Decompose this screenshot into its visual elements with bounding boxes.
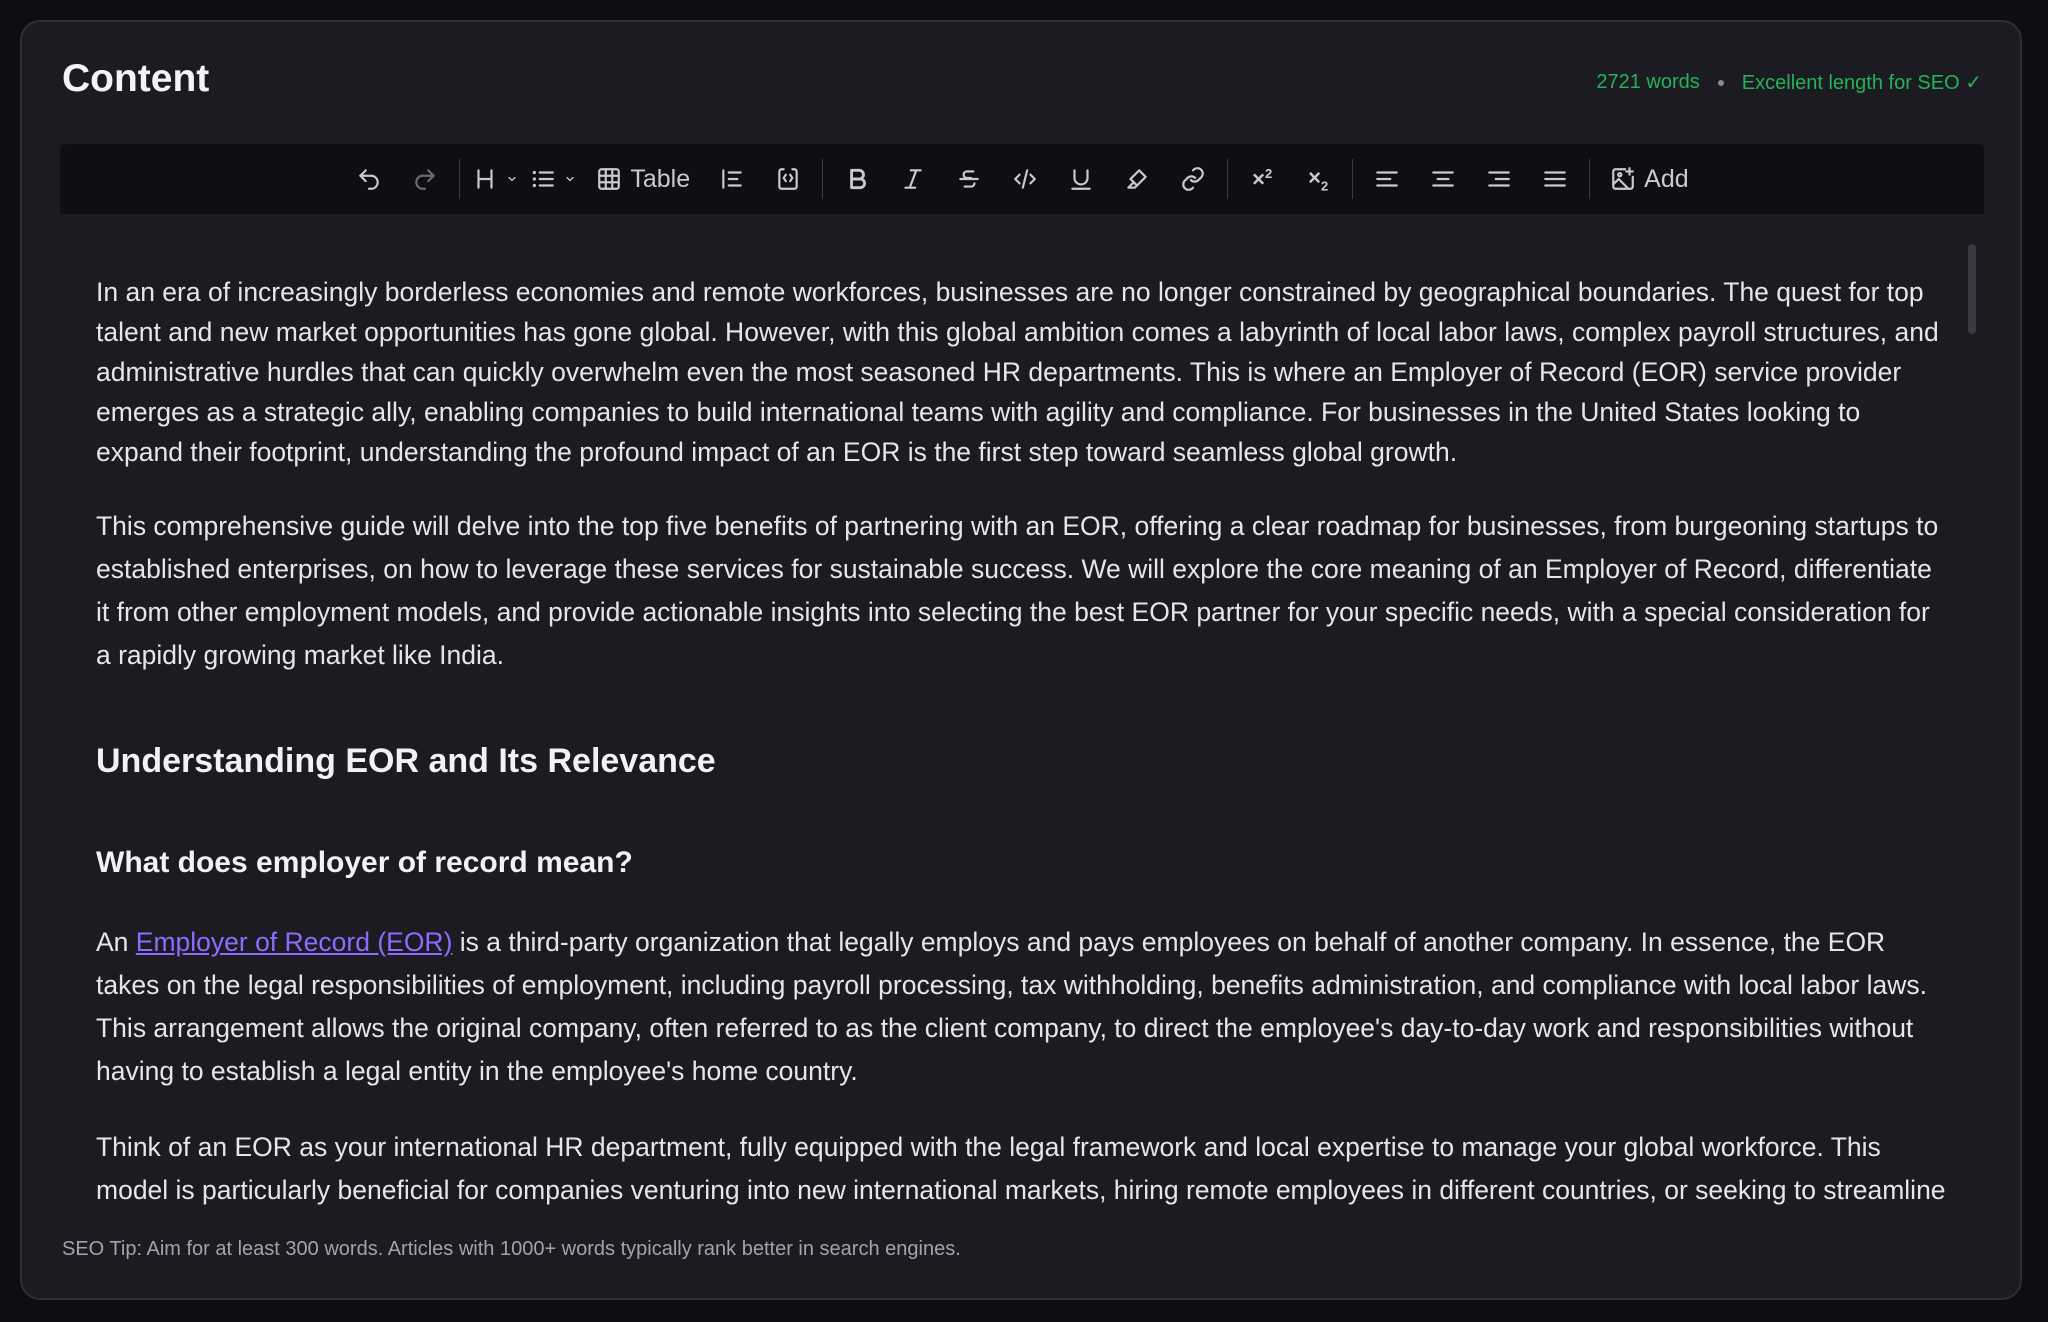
blockquote-icon <box>719 166 745 192</box>
table-label: Table <box>630 164 691 193</box>
highlight-button[interactable] <box>1111 155 1163 203</box>
content-editor[interactable] <box>60 214 1984 1244</box>
table-icon <box>596 166 622 192</box>
heading-what-is-eor: What does employer of record mean? <box>96 846 633 879</box>
eor-link[interactable]: Employer of Record (EOR) <box>135 927 453 957</box>
align-left-button[interactable] <box>1361 155 1413 203</box>
underline-button[interactable] <box>1055 155 1107 203</box>
toolbar-divider <box>459 159 460 199</box>
superscript-icon: ×$^2$ <box>1252 165 1273 192</box>
blockquote-button[interactable] <box>706 155 758 203</box>
align-right-button[interactable] <box>1473 155 1525 203</box>
editor-body[interactable] <box>60 214 1984 1212</box>
seo-status-label: Excellent length for SEO ✓ <box>1741 72 1982 94</box>
paragraph-eor-analogy: Think of an EOR as your international HR department, fully equipped with the legal framework and local expertise to manage your global workforce. This model is particularly beneficial for companies venturing into new international markets, hiring remote employees in different countries, or seeking to streamline <box>96 1132 1946 1205</box>
paragraph-guide: This comprehensive guide will delve into the top five benefits of partnering with an EOR, offering a clear roadmap for businesses, from burgeoning startups to established enterprises, on how to leverage these services for sustainable success. We will explore the core meaning of an Employer of Record, differentiate it from other employment models, and provide actionable insights into selecting the best EOR partner for your specific needs, with a special consideration for a rapidly growing market like India. <box>96 511 1939 670</box>
align-center-icon <box>1430 166 1456 192</box>
strikethrough-button[interactable] <box>943 155 995 203</box>
editor-toolbar <box>60 144 1984 214</box>
bold-button[interactable] <box>831 155 883 203</box>
toolbar-divider <box>1227 159 1228 199</box>
italic-button[interactable] <box>887 155 939 203</box>
paragraph-intro: In an era of increasingly borderless economies and remote workforces, businesses are no longer constrained by geographical boundaries. The quest for top talent and new market opportunities has gone global. However, with this global ambition comes a labyrinth of local labor laws, complex payroll structures, and administrative hurdles that can quickly overwhelm even the most seasoned HR departments. This is where an Employer of Record (EOR) service provider emerges as a strategic ally, enabling companies to build international teams with agility and compliance. For businesses in the United States looking to expand their footprint, understanding the profound impact of an EOR is the first step toward seamless global growth. <box>96 277 1939 467</box>
align-left-icon <box>1374 166 1400 192</box>
italic-icon <box>900 166 926 192</box>
toolbar-divider <box>822 159 823 199</box>
heading-icon <box>472 166 498 192</box>
chevron-down-icon <box>564 173 576 185</box>
add-image-icon <box>1610 166 1636 192</box>
code-block-button[interactable] <box>762 155 814 203</box>
align-justify-button[interactable] <box>1529 155 1581 203</box>
list-dropdown[interactable] <box>526 155 580 203</box>
chevron-down-icon <box>506 173 518 185</box>
add-label: Add <box>1644 164 1689 193</box>
link-icon <box>1180 166 1206 192</box>
undo-button[interactable] <box>343 155 395 203</box>
underline-icon <box>1068 166 1094 192</box>
subscript-icon: $\times_2$ <box>1308 164 1329 194</box>
list-icon <box>530 166 556 192</box>
page-title: Content <box>62 57 210 100</box>
undo-icon <box>356 166 382 192</box>
strikethrough-icon <box>956 166 982 192</box>
heading-dropdown[interactable] <box>468 155 522 203</box>
toolbar-divider <box>1352 159 1353 199</box>
word-count: 2721 words <box>1596 71 1700 93</box>
editor-scrollbar[interactable] <box>1968 244 1976 334</box>
seo-tip: SEO Tip: Aim for at least 300 words. Articles with 1000+ words typically rank better in search engines. <box>62 1238 961 1260</box>
align-right-icon <box>1486 166 1512 192</box>
content-panel <box>20 20 2022 1300</box>
redo-button[interactable] <box>399 155 451 203</box>
align-justify-icon <box>1542 166 1568 192</box>
code-block-icon <box>775 166 801 192</box>
inline-code-button[interactable] <box>999 155 1051 203</box>
toolbar-divider <box>1589 159 1590 199</box>
separator-dot <box>1718 80 1724 86</box>
heading-understanding-eor: Understanding EOR and Its Relevance <box>96 742 716 780</box>
redo-icon <box>412 166 438 192</box>
subscript-button[interactable] <box>1292 155 1344 203</box>
paragraph-rest: is a third-party organization that legally employs and pays employees on behalf of another company. In essence, the EOR takes on the legal responsibilities of employment, including payroll processing, tax withholding, benefits administration, and compliance with local labor laws. This arrangement allows the original company, often referred to as the client company, to direct the employee's day-to-day work and responsibilities without having to establish a legal entity in the employee's home country. <box>96 927 1927 1086</box>
highlight-icon <box>1124 166 1150 192</box>
word-stats <box>1596 70 1982 95</box>
paragraph-eor-definition <box>96 921 1948 1093</box>
align-center-button[interactable] <box>1417 155 1469 203</box>
link-button[interactable] <box>1167 155 1219 203</box>
table-button[interactable] <box>584 155 702 203</box>
paragraph-prefix: An <box>96 927 136 957</box>
code-icon <box>1012 166 1038 192</box>
add-media-button[interactable] <box>1598 155 1700 203</box>
bold-icon <box>844 166 870 192</box>
superscript-button[interactable] <box>1236 155 1288 203</box>
